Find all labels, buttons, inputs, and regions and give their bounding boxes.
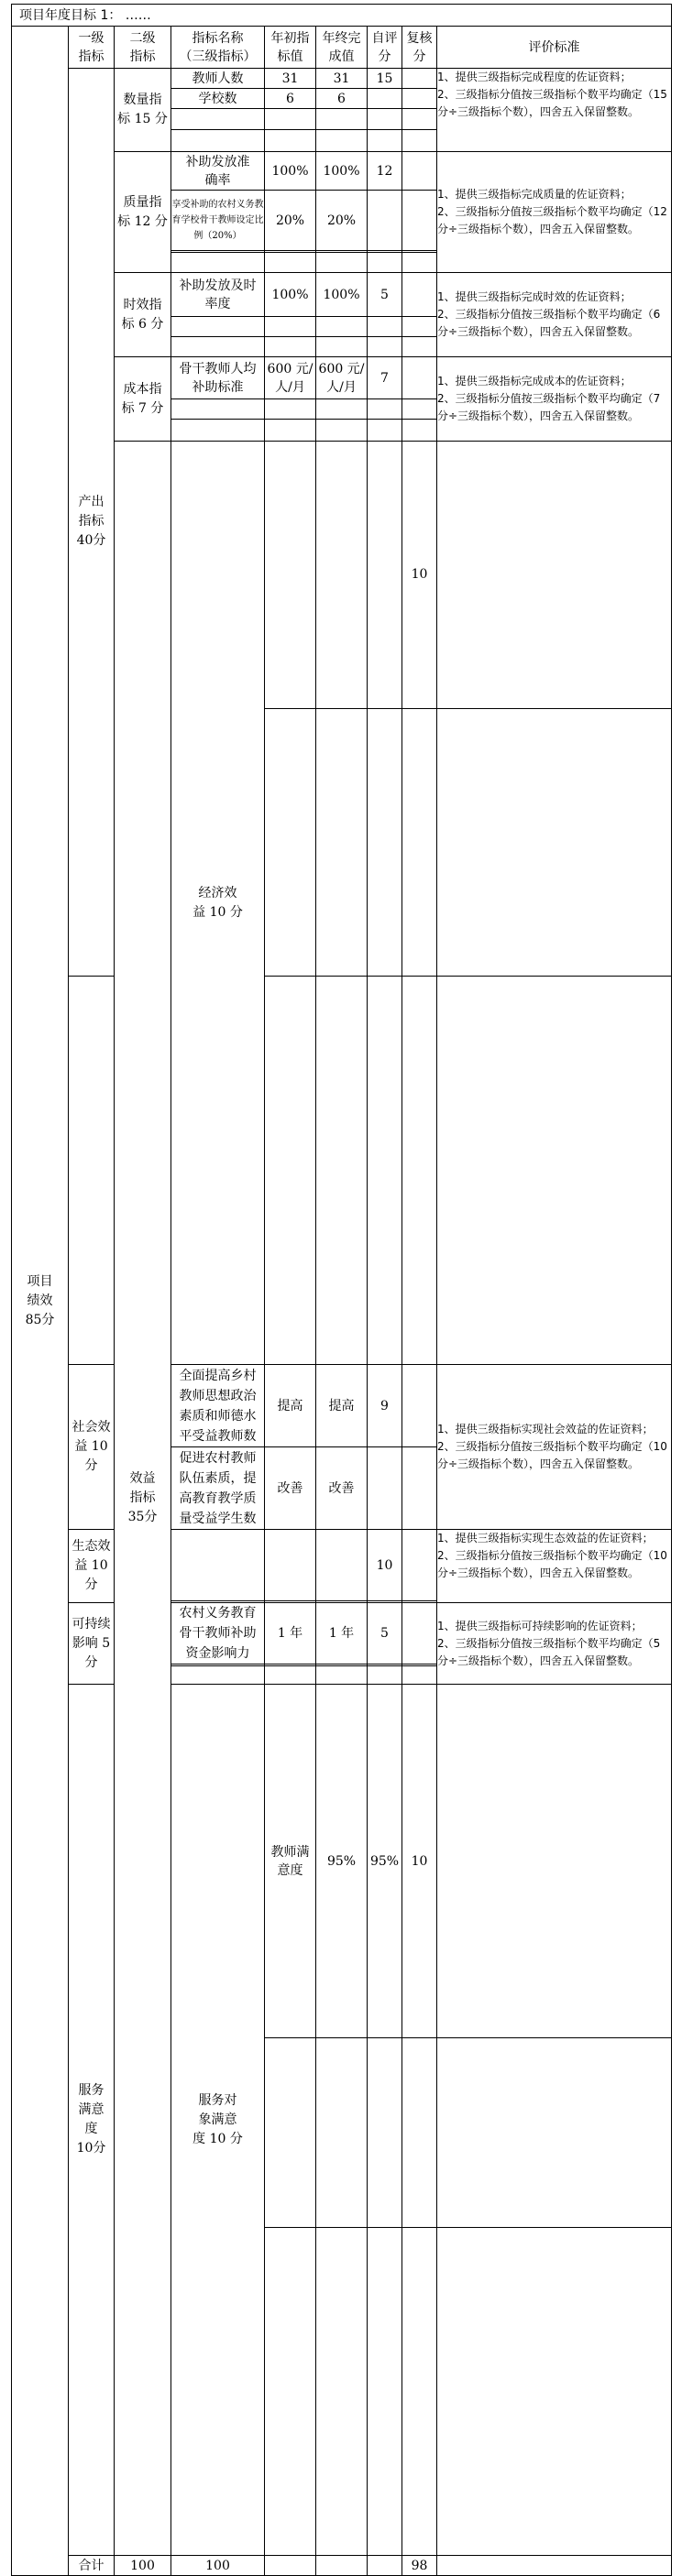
- performance-table: [11, 4, 672, 2576]
- benefit-indicator-label: 效益 指标 35分: [115, 442, 171, 2556]
- cost-criteria: 1、提供三级指标完成成本的佐证资料； 2、三级指标分值按三级指标个数平均确定（7分÷三级指标个数），四舍五入保留整数。: [437, 357, 672, 442]
- indicator-name: 补助发放及时 率度: [171, 273, 265, 317]
- review-score: [402, 357, 437, 399]
- cost-indicator-label: 成本指 标 7 分: [115, 357, 171, 442]
- header-initial-value: 年初指 标值: [265, 27, 316, 69]
- social-criteria: 1、提供三级指标实现社会效益的佐证资料； 2、三级指标分值按三级指标个数平均确定（10分÷三级指标个数），四舍五入保留整数。: [437, 1365, 672, 1530]
- final-value: 100%: [316, 273, 368, 317]
- self-score: [368, 1447, 402, 1530]
- indicator-name: 教师满意度: [265, 1685, 316, 2038]
- review-score: [402, 191, 437, 251]
- final-value: 100%: [316, 152, 368, 191]
- timeliness-indicator-label: 时效指 标 6 分: [115, 273, 171, 357]
- quality-indicator-label: 质量指 标 12 分: [115, 152, 171, 273]
- indicator-name: 享受补助的农村义务教育学校骨干教师设定比例（20%）: [171, 191, 265, 251]
- initial-value: 改善: [265, 1447, 316, 1530]
- review-score: [402, 1530, 437, 1601]
- review-score: [437, 442, 672, 709]
- initial-value: 6: [265, 89, 316, 109]
- initial-value: 1 年: [265, 1603, 316, 1665]
- header-criteria: 评价标准: [437, 27, 672, 69]
- review-score: [402, 152, 437, 191]
- self-score: [368, 191, 402, 251]
- self-score: 5: [368, 273, 402, 317]
- self-score: 10: [402, 1685, 437, 2038]
- indicator-name: 补助发放准 确率: [171, 152, 265, 191]
- ecological-criteria: 1、提供三级指标实现生态效益的佐证资料； 2、三级指标分值按三级指标个数平均确定（10分÷三级指标个数），四舍五入保留整数。: [437, 1530, 672, 1603]
- initial-value: 600 元/ 人/月: [265, 357, 316, 399]
- review-score: [437, 1685, 672, 2038]
- header-review-score: 复核 分: [402, 27, 437, 69]
- quality-criteria: 1、提供三级指标完成质量的佐证资料； 2、三级指标分值按三级指标个数平均确定（12分÷三级指标个数），四舍五入保留整数。: [437, 152, 672, 273]
- ecological-indicator-label: 生态效 益 10 分: [69, 1530, 115, 1603]
- self-score: 7: [368, 357, 402, 399]
- header-level1: 一级 指标: [69, 27, 115, 69]
- self-score: 9: [368, 1365, 402, 1447]
- sustainable-criteria: 1、提供三级指标可持续影响的佐证资料； 2、三级指标分值按三级指标个数平均确定（5分÷三级指标个数），四舍五入保留整数。: [437, 1603, 672, 1685]
- annual-goal-row: 项目年度目标 1： ……: [12, 5, 672, 27]
- quantity-indicator-label: 数量指 标 15 分: [115, 69, 171, 152]
- final-value: 95%: [368, 1685, 402, 2038]
- sustainable-indicator-label: 可持续 影响 5 分: [69, 1603, 115, 1685]
- indicator-name: 全面提高乡村教师思想政治素质和师德水平受益教师数: [171, 1365, 265, 1447]
- quantity-criteria: 1、提供三级指标完成程度的佐证资料； 2、三级指标分值按三级指标个数平均确定（15分÷三级指标个数），四舍五入保留整数。: [437, 69, 672, 152]
- review-score: [402, 1603, 437, 1665]
- initial-value: 95%: [316, 1685, 368, 2038]
- indicator-name: 骨干教师人均 补助标准: [171, 357, 265, 399]
- final-value: 改善: [316, 1447, 368, 1530]
- review-score: [402, 1365, 437, 1447]
- service-indicator-label: 服务对 象满意 度 10 分: [171, 1685, 265, 2556]
- service-satisfaction-label: 服务 满意 度 10分: [69, 1685, 115, 2556]
- header-final-value: 年终完 成值: [316, 27, 368, 69]
- review-score: [402, 273, 437, 317]
- self-score: 10: [402, 442, 437, 709]
- indicator-name: 促进农村教师队伍素质，提高教育教学质量受益学生数: [171, 1447, 265, 1530]
- final-value: 1 年: [316, 1603, 368, 1665]
- review-score: [402, 1447, 437, 1530]
- indicator-name: 教师人数: [171, 69, 265, 89]
- total-self-score: 98: [402, 2556, 437, 2576]
- self-score: 12: [368, 152, 402, 191]
- initial-value: 100%: [265, 152, 316, 191]
- final-value: 提高: [316, 1365, 368, 1447]
- initial-value: 提高: [265, 1365, 316, 1447]
- final-value: 20%: [316, 191, 368, 251]
- final-value: 31: [316, 69, 368, 89]
- review-score: [402, 69, 437, 89]
- self-score: [368, 89, 402, 109]
- output-indicator-label: 产出 指标 40分: [69, 69, 115, 977]
- economic-indicator-label: 经济效 益 10 分: [171, 442, 265, 1365]
- header-indicator-name: 指标名称 （三级指标）: [171, 27, 265, 69]
- indicator-name: 学校数: [171, 89, 265, 109]
- self-score: 10: [368, 1530, 402, 1601]
- self-score: 15: [368, 69, 402, 89]
- total-level2: 100: [171, 2556, 265, 2576]
- initial-value: 100%: [265, 273, 316, 317]
- self-score: 5: [368, 1603, 402, 1665]
- initial-value: 31: [265, 69, 316, 89]
- timeliness-criteria: 1、提供三级指标完成时效的佐证资料； 2、三级指标分值按三级指标个数平均确定（6分÷三级指标个数），四舍五入保留整数。: [437, 273, 672, 357]
- total-level1: 100: [115, 2556, 171, 2576]
- final-value: 6: [316, 89, 368, 109]
- total-label: 合计: [69, 2556, 115, 2576]
- header-level2: 二级 指标: [115, 27, 171, 69]
- review-score: [402, 89, 437, 109]
- social-indicator-label: 社会效 益 10 分: [69, 1365, 115, 1530]
- project-performance-label: 项目 绩效 85分: [12, 27, 69, 2576]
- final-value: 600 元/ 人/月: [316, 357, 368, 399]
- header-self-score: 自评 分: [368, 27, 402, 69]
- initial-value: 20%: [265, 191, 316, 251]
- indicator-name: 农村义务教育骨干教师补助资金影响力: [171, 1603, 265, 1665]
